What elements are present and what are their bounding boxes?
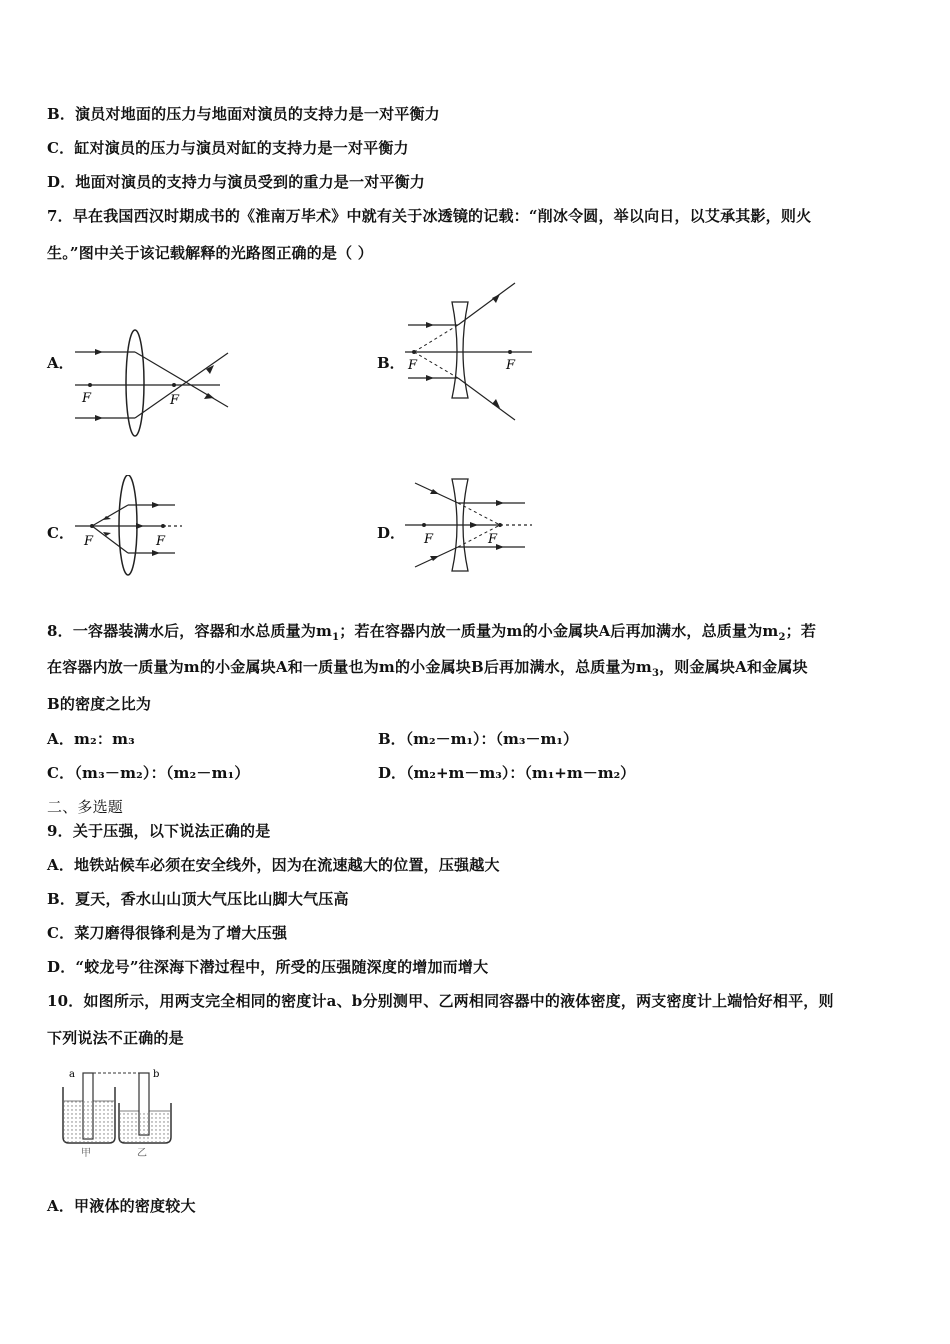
q6-option-b: B．演员对地面的压力与地面对演员的支持力是一对平衡力	[47, 105, 440, 123]
q9-option-c: C．菜刀磨得很锋利是为了增大压强	[47, 924, 288, 942]
q7-a-focus-left: F	[82, 391, 92, 406]
q7-b-focus-right: F	[506, 358, 516, 373]
q8-stem-line2: 在容器内放一质量为m的小金属块A和一质量也为m的小金属块B后再加满水，总质量为$m_3$，则金属块A和金属块	[47, 658, 808, 679]
q10-label-b: b	[153, 1069, 160, 1080]
q8-option-c: C．（m₃－m₂）：（m₂－m₁）	[47, 764, 250, 782]
q7-stem-line2: 生。”图中关于该记载解释的光路图正确的是（ ）	[47, 244, 373, 262]
q8-stem-line3: B的密度之比为	[47, 695, 152, 713]
q7-label-a: A．	[47, 354, 74, 372]
q9-option-d: D．“蛟龙号”往深海下潜过程中，所受的压强随深度的增加而增大	[47, 958, 489, 976]
q10-label-yi: 乙	[137, 1148, 147, 1159]
q8-option-b: B．（m₂－m₁）：（m₃－m₁）	[378, 730, 578, 748]
q7-diagram-d	[400, 475, 540, 580]
q7-label-d: D．	[377, 524, 406, 542]
q7-diagram-b	[400, 280, 540, 430]
q7-stem-line1: 7．早在我国西汉时期成书的《淮南万毕术》中就有关于冰透镜的记载：“削冰令圆，举以向日，以艾承其影，则火	[47, 207, 812, 225]
q7-c-focus-left: F	[84, 534, 94, 549]
q10-label-jia: 甲	[81, 1148, 91, 1159]
q6-option-d: D．地面对演员的支持力与演员受到的重力是一对平衡力	[47, 173, 426, 191]
q7-d-focus-left: F	[424, 532, 434, 547]
q10-label-a: a	[69, 1069, 75, 1080]
q10-stem-line1: 10．如图所示，用两支完全相同的密度计a、b分别测甲、乙两相同容器中的液体密度，两支密度计上端恰好相平，则	[47, 992, 834, 1010]
q8-stem-line1: 8．一容器装满水后，容器和水总质量为$m_1$；若在容器内放一质量为m的小金属块A后再加满水，总质量为$m_2$；若	[47, 622, 817, 643]
q10-stem-line2: 下列说法不正确的是	[47, 1029, 184, 1047]
q7-diagram-c	[70, 475, 190, 580]
q8-option-a: A．m₂：m₃	[47, 730, 135, 748]
q7-a-focus-right: F	[170, 393, 180, 408]
q9-stem: 9．关于压强，以下说法正确的是	[47, 822, 271, 840]
q8-option-d: D．（m₂+m－m₃）：（m₁+m－m₂）	[378, 764, 636, 782]
q9-option-a: A．地铁站候车必须在安全线外，因为在流速越大的位置，压强越大	[47, 856, 500, 874]
q7-label-b: B．	[377, 354, 405, 372]
q7-c-focus-right: F	[156, 534, 166, 549]
q7-diagram-a	[70, 325, 240, 440]
q10-diagram	[55, 1065, 185, 1160]
q7-b-focus-left: F	[408, 358, 418, 373]
q6-option-c: C．缸对演员的压力与演员对缸的支持力是一对平衡力	[47, 139, 409, 157]
section-heading: 二、多选题	[47, 798, 124, 816]
q7-d-focus-right: F	[488, 532, 498, 547]
q7-label-c: C．	[47, 524, 74, 542]
q9-option-b: B．夏天，香水山山顶大气压比山脚大气压高	[47, 890, 349, 908]
q10-option-a: A．甲液体的密度较大	[47, 1197, 196, 1215]
